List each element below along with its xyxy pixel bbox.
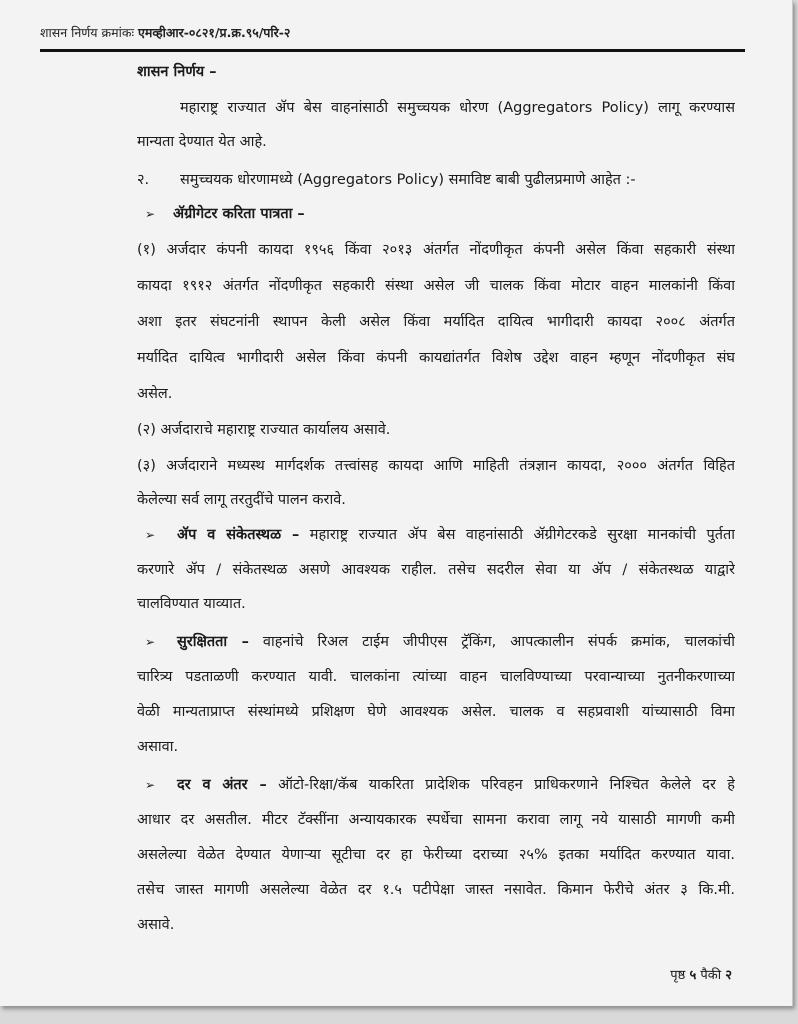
- text-line: [137, 274, 735, 298]
- line-content: [177, 773, 735, 797]
- line-text: कायदा १९१२ अंतर्गत नोंदणीकृत सहकारी संस्था असेल जी चालक किंवा मोटार वाहन मालकांनी किंवा: [137, 278, 735, 294]
- line-content: [137, 735, 735, 759]
- line-text: असावे.: [137, 917, 175, 933]
- line-text: समुच्चयक धोरणामध्ये (Aggregators Policy) समाविष्ट बाबी पुढीलप्रमाणे आहेत :-: [180, 172, 636, 188]
- line-content: [180, 96, 735, 120]
- line-content: [137, 60, 735, 84]
- section-heading: सुरक्षितता –: [177, 634, 249, 650]
- header-divider: [40, 49, 745, 52]
- line-content: [173, 202, 735, 226]
- text-line: [137, 418, 735, 442]
- text-line: [137, 665, 735, 689]
- line-text: वेळी मान्यताप्राप्त संस्थांमध्ये प्रशिक्षण घेणे आवश्यक असेल. चालक व सहप्रवाशी यांच्यासाठी विमा: [137, 704, 735, 720]
- text-line: [137, 592, 735, 616]
- text-line: [137, 202, 735, 226]
- line-content: [137, 558, 735, 582]
- line-content: [137, 310, 735, 334]
- line-content: [137, 665, 735, 689]
- section-heading: ॲग्रीगेटर करिता पात्रता –: [173, 206, 305, 222]
- text-line: [137, 630, 735, 654]
- line-content: [137, 130, 735, 154]
- section-heading: ॲप व संकेतस्थळ –: [177, 527, 300, 543]
- text-line: [137, 773, 735, 797]
- line-text: तसेच जास्त मागणी असलेल्या वेळेत दर १.५ पटीपेक्षा जास्त नसावेत. किमान फेरीचे अंतर ३ कि.मी.: [137, 882, 735, 898]
- line-text: महाराष्ट्र राज्यात ॲप बेस वाहनांसाठी ॲग्रीगेटरकडे सुरक्षा मानकांची पुर्तता: [299, 527, 735, 543]
- text-line: [137, 346, 735, 370]
- line-content: [177, 523, 735, 547]
- text-line: [137, 60, 735, 84]
- bullet-arrow-icon: ➢: [145, 635, 156, 649]
- text-line: [137, 130, 735, 154]
- line-content: [137, 592, 735, 616]
- page-number: [670, 966, 732, 986]
- text-line: [137, 913, 735, 937]
- section-heading: दर व अंतर –: [177, 777, 267, 793]
- line-content: [137, 913, 735, 937]
- text-line: [137, 238, 735, 262]
- line-text: महाराष्ट्र राज्यात ॲप बेस वाहनांसाठी समुच्चयक धोरण (Aggregators Policy) लागू करण्यास: [180, 100, 735, 116]
- line-text: (३) अर्जदाराने मध्यस्थ मार्गदर्शक तत्त्वांसह कायदा आणि माहिती तंत्रज्ञान कायदा, २००० अंतर्गत विहित: [137, 458, 735, 474]
- bullet-arrow-icon: ➢: [145, 528, 156, 542]
- line-text: अशा इतर संघटनांनी स्थापन केली असेल किंवा मर्यादित दायित्व भागीदारी कायदा २००८ अंतर्गत: [137, 314, 735, 330]
- line-content: [137, 808, 735, 832]
- line-content: [137, 418, 735, 442]
- text-line: [137, 382, 735, 406]
- line-text: मान्यता देण्यात येत आहे.: [137, 134, 267, 150]
- text-line: [137, 96, 735, 120]
- text-line: [137, 488, 735, 512]
- text-line: [137, 700, 735, 724]
- line-content: [137, 488, 735, 512]
- line-text: चारित्र्य पडताळणी करण्यात यावी. चालकांना त्यांच्या वाहन चालविण्याच्या परवान्याच्या नुतनीकरणाच्या: [137, 669, 735, 685]
- line-text: असेल.: [137, 386, 173, 402]
- reference-number: एमव्हीआर-०८२१/प्र.क्र.९५/परि-२: [137, 25, 291, 40]
- page-total: २: [725, 968, 732, 983]
- line-text: वाहनांचे रिअल टाईम जीपीएस ट्रॅकिंग, आपत्कालीन संपर्क क्रमांक, चालकांची: [248, 634, 735, 650]
- bullet-arrow-icon: ➢: [145, 778, 156, 792]
- text-line: [137, 523, 735, 547]
- line-text: (१) अर्जदार कंपनी कायदा १९५६ किंवा २०१३ अंतर्गत नोंदणीकृत कंपनी असेल किंवा सहकारी संस्था: [137, 242, 735, 258]
- line-text: (२) अर्जदाराचे महाराष्ट्र राज्यात कार्यालय असावे.: [137, 422, 391, 438]
- line-content: [180, 168, 735, 192]
- line-content: [137, 878, 735, 902]
- line-content: [137, 843, 735, 867]
- section-heading: शासन निर्णय –: [137, 64, 217, 80]
- text-line: [137, 168, 735, 192]
- text-line: [137, 454, 735, 478]
- line-text: केलेल्या सर्व लागू तरतुदींचे पालन करावे.: [137, 492, 346, 508]
- text-line: [137, 310, 735, 334]
- text-line: [137, 808, 735, 832]
- text-line: [137, 558, 735, 582]
- page-current: ५: [689, 968, 697, 983]
- line-content: [137, 274, 735, 298]
- page-of: पैकी: [700, 968, 722, 983]
- line-content: [137, 382, 735, 406]
- line-content: [137, 346, 735, 370]
- line-content: [137, 454, 735, 478]
- text-line: [137, 843, 735, 867]
- line-text: मर्यादित दायित्व भागीदारी असेल किंवा कंपनी कायद्यांतर्गत विशेष उद्देश वाहन म्हणून नोंदणीकृत संघ: [137, 350, 735, 366]
- line-text: करणारे ॲप / संकेतस्थळ असणे आवश्यक राहील. तसेच सदरील सेवा या ॲप / संकेतस्थळ याद्वारे: [137, 562, 735, 578]
- line-text: ऑटो-रिक्षा/कॅब याकरिता प्रादेशिक परिवहन प्राधिकरणाने निश्चित केलेले दर हे: [266, 777, 735, 793]
- text-line: [137, 878, 735, 902]
- line-content: [137, 700, 735, 724]
- line-text: असलेल्या वेळेत देण्यात येणाऱ्या सूटीचा दर हा फेरीच्या दराच्या २५% इतका मर्यादित करण्यात यावा.: [137, 847, 735, 863]
- line-content: [177, 630, 735, 654]
- page-prefix: पृष्ठ: [670, 968, 686, 983]
- item-number: २.: [137, 172, 150, 188]
- document-reference-header: [40, 24, 290, 42]
- bullet-arrow-icon: ➢: [145, 207, 156, 221]
- line-text: चालविण्यात याव्यात.: [137, 596, 246, 612]
- line-text: असावा.: [137, 739, 179, 755]
- reference-label: शासन निर्णय क्रमांकः: [40, 25, 134, 40]
- text-line: [137, 735, 735, 759]
- line-text: आधार दर असतील. मीटर टॅक्सींना अन्यायकारक स्पर्धेचा सामना करावा लागू नये यासाठी मागणी कमी: [137, 812, 735, 828]
- line-content: [137, 238, 735, 262]
